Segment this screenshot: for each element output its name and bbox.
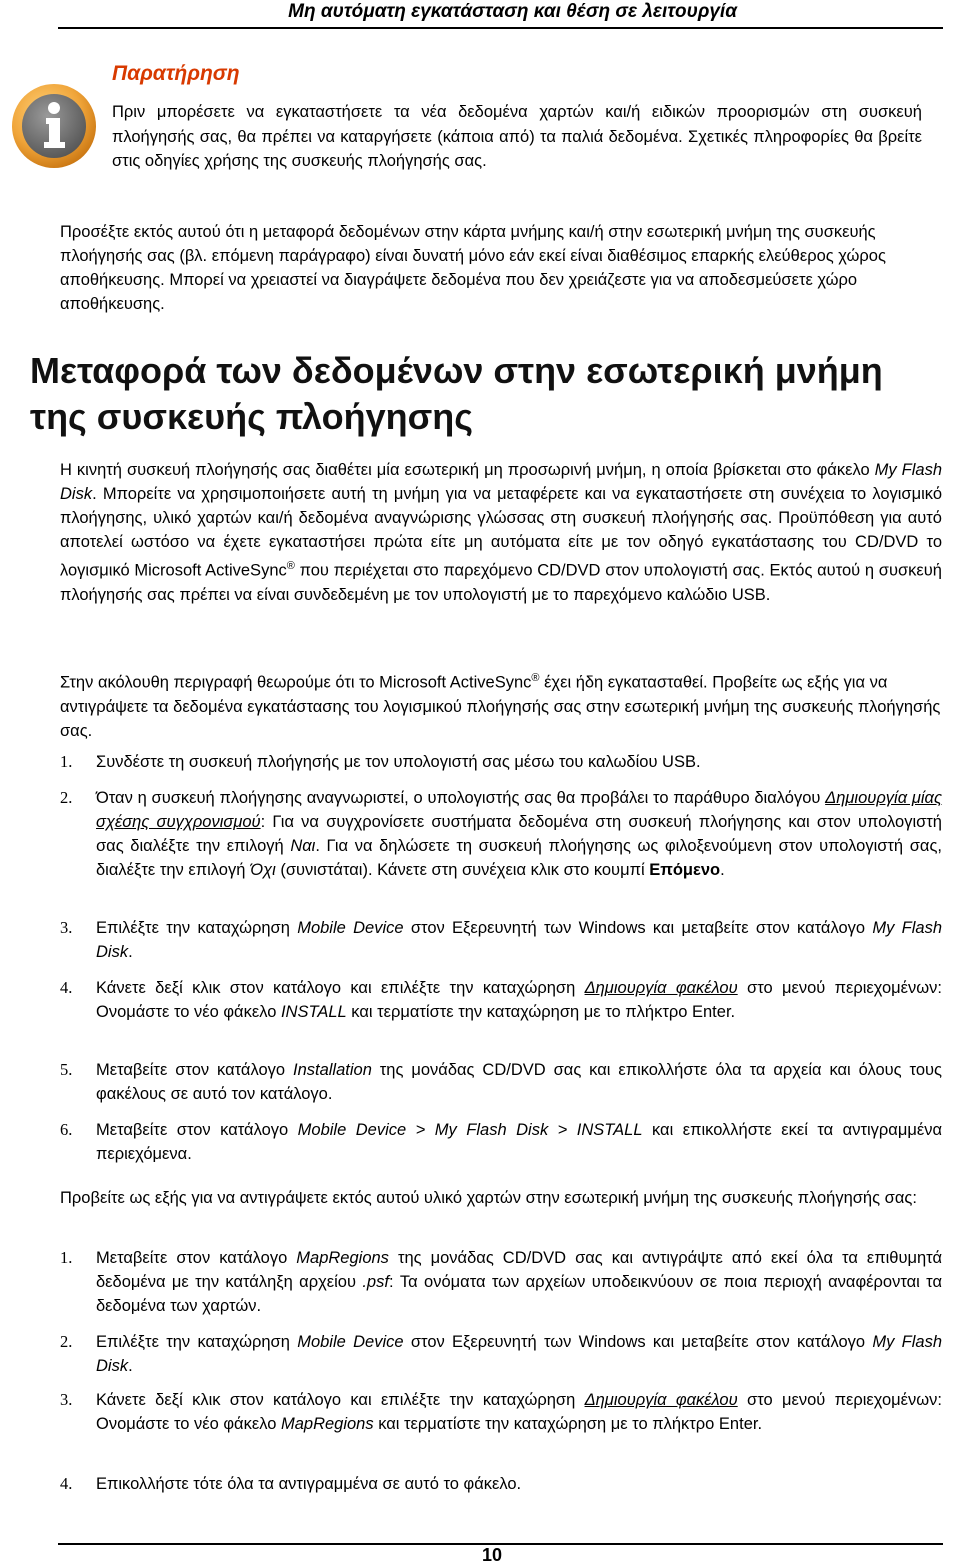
list-item: 4. Επικολλήστε τότε όλα τα αντιγραμμένα σε αυτό το φάκελο. xyxy=(60,1474,522,1493)
list-item: 1. Συνδέστε τη συσκευή πλοήγησής με τον υπολογιστή σας μέσω του καλωδίου USB. xyxy=(60,752,701,771)
note-paragraph-2: Προσέξτε εκτός αυτού ότι η μεταφορά δεδομένων στην κάρτα μνήμης και/ή στην εσωτερική μνήμη της συσκευής πλοήγησής σας (βλ. επόμενη παράγραφο) είναι δυνατή μόνο εάν εκεί είναι διαθέσιμος επαρκής ελεύθερος χώρος αποθήκευσης. Μπορεί να χρειαστεί να διαγράψετε δεδομένα που δεν χρειάζεστε για να αποδεσμεύσετε χώρο αποθήκευσης. xyxy=(60,223,886,313)
list-item: 2. Όταν η συσκευή πλοήγησης αναγνωριστεί, ο υπολογιστής σας θα προβάλει το παράθυρο διαλόγου Δημιουργία μίας σχέσης συγχρονισμού: Για να συγχρονίσετε συστήματα δεδομένα στη συσκευή πλοήγησης και στον υπολογιστή σας διαλέξτε την επιλογή Ναι. Για να δηλώσετε τη συσκευή πλοήγησης ως φιλοξενούμενη στον υπολογιστή σας, διαλέξτε την επιλογή Όχι (συνιστάται). Κάνετε στη συνέχεια κλικ στο κουμπί Επόμενο. xyxy=(60,788,942,879)
list-item: 6. Μεταβείτε στον κατάλογο Mobile Device > My Flash Disk > INSTALL και επικολλήστε εκεί τα αντιγραμμένα περιεχόμενα. xyxy=(60,1120,942,1163)
running-header: Μη αυτόματη εγκατάσταση και θέση σε λειτουργία xyxy=(288,1,737,22)
body-paragraph-2: Στην ακόλουθη περιγραφή θεωρούμε ότι το Microsoft ActiveSync® έχει ήδη εγκατασταθεί. Προβείτε ως εξής για να αντιγράψετε τα δεδομένα εγκατάστασης του λογισμικού πλοήγησής σας στην εσωτερική μνήμη της συσκευής πλοήγησής σας. xyxy=(60,672,941,740)
info-icon xyxy=(10,82,98,170)
page-number: 10 xyxy=(482,1545,503,1565)
note-heading: Παρατήρηση xyxy=(112,62,240,85)
body-paragraph-3: Προβείτε ως εξής για να αντιγράψετε εκτός αυτού υλικό χαρτών στην εσωτερική μνήμη της συσκευής πλοήγησής σας: xyxy=(60,1189,917,1207)
list-item: 2. Επιλέξτε την καταχώρηση Mobile Device στον Εξερευνητή των Windows και μεταβείτε στον κατάλογο My Flash Disk. xyxy=(60,1332,943,1375)
list-item: 5. Μεταβείτε στον κατάλογο Installation της μονάδας CD/DVD σας και επικολλήστε όλα τα αρχεία και όλους τους φακέλους σε αυτό τον κατάλογο. xyxy=(60,1060,942,1103)
list-item: 3. Κάνετε δεξί κλικ στον κατάλογο και επιλέξτε την καταχώρηση Δημιουργία φακέλου στο μενού περιεχομένων: Ονομάστε το νέο φάκελο MapRegions και τερματίστε την καταχώρηση με το πλήκτρο Enter. xyxy=(60,1390,942,1433)
body-paragraph: Η κινητή συσκευή πλοήγησής σας διαθέτει μία εσωτερική μη προσωρινή μνήμη, η οποία βρίσκεται στο φάκελο My Flash Disk. Μπορείτε να χρησιμοποιήσετε αυτή τη μνήμη για να μεταφέρετε και να εγκαταστήσετε στη συνέχεια το λογισμικό πλοήγησης, υλικό χαρτών και/ή δεδομένα αναγνώρισης γλώσσας στη συσκευή πλοήγησής σας. Προϋπόθεση για αυτό αποτελεί ωστόσο να έχετε εγκαταστήσει πρώτα είτε μη αυτόματα είτε με τον οδηγό εγκατάστασης του CD/DVD το λογισμικό Microsoft ActiveSync® που περιέχεται στο παρεχόμενο CD/DVD στον υπολογιστή σας. Εκτός αυτού η συσκευή πλοήγησής σας πρέπει να είναι συνδεδεμένη με τον υπολογιστή με το παρεχόμενο καλώδιο USB. xyxy=(60,461,942,604)
section-title: Μεταφορά των δεδομένων στην εσωτερική μνήμη της συσκευής πλοήγησης xyxy=(30,350,883,437)
list-item: 1. Μεταβείτε στον κατάλογο MapRegions της μονάδας CD/DVD σας και αντιγράψτε από εκεί όλα τα επιθυμητά δεδομένα με την κατάληξη αρχείου .psf: Τα ονόματα των αρχείων υποδεικνύουν σε ποια περιοχή αναφέρονται τα δεδομένα των χαρτών. xyxy=(60,1248,942,1315)
list-item: 4. Κάνετε δεξί κλικ στον κατάλογο και επιλέξτε την καταχώρηση Δημιουργία φακέλου στο μενού περιεχομένων: Ονομάστε το νέο φάκελο INSTALL και τερματίστε την καταχώρηση με το πλήκτρο Enter. xyxy=(60,978,942,1021)
note-paragraph: Πριν μπορέσετε να εγκαταστήσετε τα νέα δεδομένα χαρτών και/ή ειδικών προορισμών στη συσκευή πλοήγησής σας, θα πρέπει να καταργήσετε (κάποια από) τα παλιά δεδομένα. Σχετικές πληροφορίες θα βρείτε στις οδηγίες χρήσης της συσκευής πλοήγησής σας. xyxy=(112,103,922,170)
list-item: 3. Επιλέξτε την καταχώρηση Mobile Device στον Εξερευνητή των Windows και μεταβείτε στον κατάλογο My Flash Disk. xyxy=(60,918,943,961)
header-rule xyxy=(58,27,943,29)
